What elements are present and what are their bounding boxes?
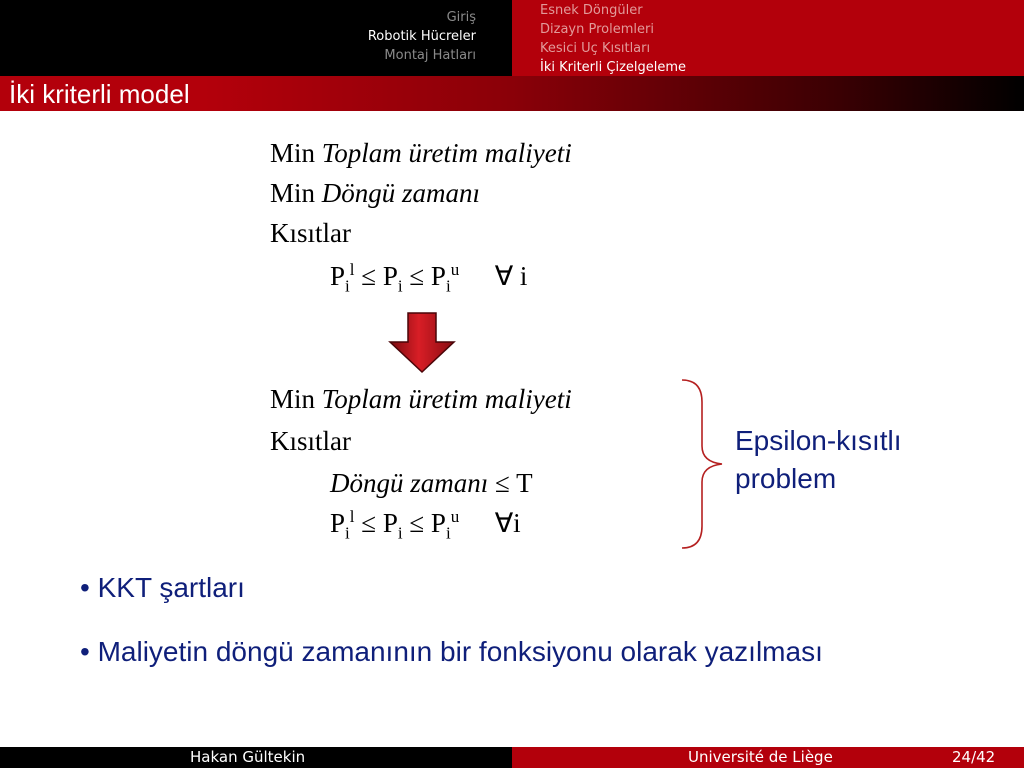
min-label: Min <box>270 384 316 414</box>
symbol-p: P <box>430 508 446 538</box>
bounds-constraint <box>330 260 528 296</box>
superscript-l: l <box>349 507 355 526</box>
subsection-list <box>540 1 686 77</box>
leq-symbol: ≤ <box>361 508 377 538</box>
superscript-u: u <box>450 260 460 279</box>
constraints-label: Kısıtlar <box>270 426 351 456</box>
symbol-p: P <box>382 508 398 538</box>
nav-item-dizayn-prolemleri[interactable]: Dizayn Prolemleri <box>540 22 654 37</box>
nav-right-panel <box>512 0 1024 76</box>
epsilon-t: T <box>516 468 533 498</box>
objective-cost-text: Toplam üretim maliyeti <box>321 138 572 168</box>
bullet-symbol: • <box>80 636 90 667</box>
down-arrow-icon <box>388 312 456 374</box>
symbol-p: P <box>430 261 446 291</box>
nav-item-esnek-donguler[interactable]: Esnek Döngüler <box>540 3 643 18</box>
superscript-l: l <box>349 260 355 279</box>
subscript-i: i <box>445 523 451 543</box>
nav-item-iki-kriterli-cizelgeleme[interactable]: İki Kriterli Çizelgeleme <box>540 60 687 75</box>
min-label: Min <box>270 178 316 208</box>
right-brace-icon <box>676 376 726 552</box>
subscript-i: i <box>445 276 451 296</box>
superscript-u: u <box>450 507 460 526</box>
bullet-item <box>80 572 245 604</box>
footer-right <box>512 747 1024 768</box>
constraints-label: Kısıtlar <box>270 218 351 248</box>
subscript-i: i <box>345 276 350 296</box>
symbol-p: P <box>382 261 398 291</box>
min-label: Min <box>270 138 316 168</box>
bounds-constraint <box>330 507 521 543</box>
nav-item-robotik-hucreler[interactable]: Robotik Hücreler <box>367 29 476 44</box>
objective-cost <box>270 138 572 168</box>
bullet-symbol: • <box>80 572 90 603</box>
nav-item-giris[interactable]: Giriş <box>446 10 476 25</box>
objective-cost-text: Toplam üretim maliyeti <box>321 384 572 414</box>
index-i: i <box>513 508 521 538</box>
footer-page-number: 24/42 <box>952 748 996 766</box>
footer-author: Hakan Gültekin <box>190 748 306 766</box>
leq-symbol: ≤ <box>495 468 510 498</box>
header-navigation <box>0 0 1024 76</box>
footer <box>0 747 1024 768</box>
epsilon-constraint <box>330 468 533 498</box>
nav-item-montaj-hatlari[interactable]: Montaj Hatları <box>384 48 476 63</box>
bullet-item <box>80 636 823 668</box>
slide-title: İki kriterli model <box>9 79 190 109</box>
footer-left <box>0 747 512 768</box>
slide-title-bar <box>0 76 1024 111</box>
subscript-i: i <box>345 523 350 543</box>
section-list <box>368 8 476 65</box>
leq-symbol: ≤ <box>409 261 425 291</box>
symbol-p: P <box>330 261 346 291</box>
forall-symbol: ∀ <box>494 508 514 538</box>
objective-cycle-text: Döngü zamanı <box>321 178 481 208</box>
bullet-text: Maliyetin döngü zamanının bir fonksiyonu olarak yazılması <box>97 636 823 667</box>
subscript-i: i <box>397 276 403 296</box>
epsilon-annotation-line2: problem <box>735 463 837 494</box>
nav-item-kesici-uc-kisitlari[interactable]: Kesici Uç Kısıtları <box>540 41 651 56</box>
epsilon-annotation-line1: Epsilon-kısıtlı <box>735 425 902 456</box>
subscript-i: i <box>397 523 403 543</box>
cycle-time-text: Döngü zamanı <box>330 468 489 498</box>
epsilon-annotation <box>735 422 902 498</box>
leq-symbol: ≤ <box>409 508 425 538</box>
footer-institution: Université de Liège <box>688 748 833 766</box>
nav-left-panel <box>0 0 512 76</box>
bullet-text: KKT şartları <box>97 572 245 603</box>
objective-cost <box>270 384 572 414</box>
forall-symbol: ∀ <box>494 261 514 291</box>
index-i: i <box>519 261 528 291</box>
objective-cycle <box>270 178 480 208</box>
symbol-p: P <box>330 508 346 538</box>
leq-symbol: ≤ <box>361 261 377 291</box>
